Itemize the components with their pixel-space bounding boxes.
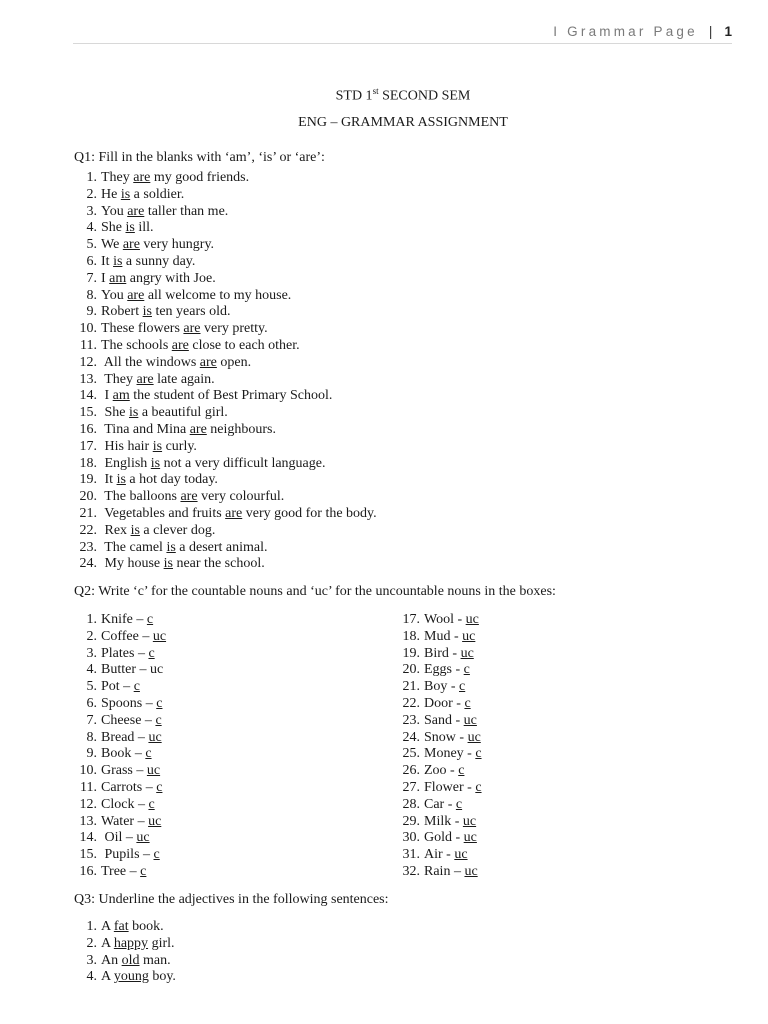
q1-item [74, 220, 377, 237]
item-text: She [101, 220, 126, 236]
q1-item [74, 170, 377, 187]
item-number: 2. [86, 935, 97, 951]
item-answer: is [150, 455, 161, 471]
item-text-end: angry with Joe. [126, 270, 216, 286]
item-text: An [101, 952, 122, 968]
q1-item [74, 237, 377, 254]
item-answer: c [148, 645, 155, 661]
item-number: 22. [402, 695, 420, 711]
item-number: 28. [402, 796, 420, 812]
item-text-end: very pretty. [200, 321, 268, 337]
q1-item [74, 489, 377, 506]
item-text: The balloons [101, 489, 181, 505]
item-number: 18. [402, 628, 420, 644]
title-standard: STD 1st SECOND SEM [335, 86, 471, 104]
q2-item [397, 629, 482, 646]
item-number: 11. [80, 337, 97, 353]
item-number: 29. [402, 813, 420, 829]
item-number: 4. [86, 662, 97, 678]
item-number: 21. [402, 679, 420, 695]
item-answer: uc [454, 847, 468, 863]
item-answer: is [130, 522, 140, 538]
q2-item [74, 612, 166, 629]
item-answer: c [155, 712, 162, 728]
item-text-end: curly. [162, 438, 197, 454]
item-answer: old [121, 952, 140, 968]
item-answer: is [116, 472, 126, 488]
item-answer: is [120, 186, 131, 202]
item-text: Carrots – [101, 779, 157, 795]
item-answer: c [133, 679, 140, 695]
item-answer: are [127, 203, 145, 219]
item-number: 19. [402, 645, 420, 661]
q2-item [397, 662, 482, 679]
item-number: 8. [86, 287, 97, 303]
item-number: 19. [79, 472, 97, 488]
item-text: Clock – [101, 796, 149, 812]
item-text: He [101, 186, 121, 202]
q2-list-right [397, 612, 482, 881]
q1-item [74, 288, 377, 305]
item-text-end: near the school. [172, 556, 265, 572]
item-text: They [101, 371, 137, 387]
item-number: 30. [402, 830, 420, 846]
item-text: Oil – [101, 830, 137, 846]
item-text: Butter – [101, 662, 150, 678]
item-number: 23. [79, 539, 97, 555]
item-number: 27. [402, 779, 420, 795]
q2-item [397, 814, 482, 831]
item-answer: young [113, 969, 149, 985]
item-text: Grass – [101, 763, 147, 779]
q2-item [74, 814, 166, 831]
item-answer: is [113, 253, 123, 269]
item-text: You [101, 287, 128, 303]
q2-item [397, 646, 482, 663]
page-number: 1 [724, 24, 732, 39]
item-text: English [101, 455, 151, 471]
item-text: Door - [424, 695, 465, 711]
item-number: 20. [79, 489, 97, 505]
q3-item [74, 969, 176, 986]
q3-list [74, 919, 176, 986]
item-text-end: the student of Best Primary School. [129, 388, 333, 404]
item-number: 11. [80, 779, 97, 795]
item-text-end: my good friends. [150, 170, 250, 185]
item-text-end: book. [128, 919, 164, 934]
item-answer: are [122, 237, 140, 253]
q3-item [74, 953, 176, 970]
item-text: The camel [101, 539, 167, 555]
item-answer: is [152, 438, 163, 454]
item-text: These flowers [101, 321, 184, 337]
item-text: Tina and Mina [101, 421, 190, 437]
item-text-end: a soldier. [130, 186, 185, 202]
item-number: 17. [402, 612, 420, 627]
item-number: 6. [86, 695, 97, 711]
item-number: 14. [79, 830, 97, 846]
item-text: You [101, 203, 128, 219]
item-text-end: boy. [148, 969, 176, 985]
item-answer: am [109, 270, 127, 286]
item-text: Money - [424, 746, 476, 762]
item-answer: c [459, 679, 466, 695]
item-answer: is [163, 556, 173, 572]
item-text: Rain – [424, 863, 465, 879]
q2-item [74, 797, 166, 814]
item-text-end: ill. [134, 220, 154, 236]
item-text-end: late again. [153, 371, 215, 387]
item-answer: c [156, 695, 163, 711]
item-text-end: a beautiful girl. [138, 405, 228, 421]
item-text: Pupils – [101, 847, 154, 863]
page-header [553, 24, 732, 39]
item-text: All the windows [101, 354, 200, 370]
item-text: Milk - [424, 813, 463, 829]
item-text: A [101, 935, 114, 951]
item-text-end: very good for the body. [242, 505, 377, 521]
item-text: Spoons – [101, 695, 157, 711]
item-answer: c [463, 662, 470, 678]
item-number: 15. [79, 847, 97, 863]
q1-item [74, 540, 377, 557]
item-answer: is [125, 220, 135, 236]
item-number: 24. [79, 556, 97, 572]
q1-item [74, 304, 377, 321]
q1-item [74, 271, 377, 288]
q1-list [74, 170, 377, 573]
item-number: 10. [79, 321, 97, 337]
item-number: 23. [402, 712, 420, 728]
item-text-end: a sunny day. [122, 253, 196, 269]
item-number: 20. [402, 662, 420, 678]
q1-item [74, 187, 377, 204]
q1-item [74, 456, 377, 473]
item-answer: fat [113, 919, 129, 934]
item-text: Snow - [424, 729, 468, 745]
item-number: 1. [86, 612, 97, 627]
q2-item [74, 646, 166, 663]
q3-item [74, 919, 176, 936]
item-text: Coffee – [101, 628, 153, 644]
item-number: 1. [86, 919, 97, 934]
q2-item [74, 679, 166, 696]
item-answer: uc [136, 830, 150, 846]
q1-item [74, 523, 377, 540]
q1-item [74, 405, 377, 422]
item-answer: uc [146, 763, 161, 779]
q3-heading: Q3: Underline the adjectives in the following sentences: [74, 892, 389, 907]
item-number: 7. [86, 270, 97, 286]
item-text: Car - [424, 796, 456, 812]
item-answer: c [458, 763, 465, 779]
item-text: A [101, 969, 114, 985]
item-answer: c [148, 796, 155, 812]
item-text-end: very colourful. [197, 489, 285, 505]
q2-item [74, 830, 166, 847]
item-answer: uc [463, 712, 477, 728]
item-number: 24. [402, 729, 420, 745]
item-text: Air - [424, 847, 455, 863]
item-answer: uc [148, 813, 162, 829]
item-number: 17. [79, 438, 97, 454]
item-number: 2. [86, 186, 97, 202]
q2-item [74, 780, 166, 797]
item-text-end: very hungry. [139, 237, 215, 253]
item-text: A [101, 919, 114, 934]
item-text: I [101, 270, 110, 286]
item-answer: are [171, 337, 189, 353]
item-number: 3. [86, 952, 97, 968]
item-text-end: a clever dog. [139, 522, 216, 538]
item-number: 32. [402, 863, 420, 879]
item-number: 31. [402, 847, 420, 863]
item-answer: are [133, 170, 151, 185]
item-answer: c [156, 779, 163, 795]
q1-item [74, 372, 377, 389]
item-number: 12. [79, 354, 97, 370]
item-text: The schools [101, 337, 172, 353]
item-answer: c [475, 779, 482, 795]
item-text-end: man. [139, 952, 171, 968]
item-text: Book – [101, 746, 146, 762]
item-text-end: a desert animal. [175, 539, 268, 555]
item-text: Rex [101, 522, 131, 538]
item-answer: are [225, 505, 243, 521]
q1-item [74, 204, 377, 221]
q2-item [74, 713, 166, 730]
item-text: Bread – [101, 729, 149, 745]
item-text: I [101, 388, 113, 404]
item-answer: uc [462, 628, 476, 644]
q2-item [74, 763, 166, 780]
item-number: 3. [86, 203, 97, 219]
item-number: 26. [402, 763, 420, 779]
item-text: Gold - [424, 830, 464, 846]
item-number: 9. [86, 746, 97, 762]
item-text-end: ten years old. [151, 304, 231, 320]
q1-item [74, 439, 377, 456]
q1-item [74, 506, 377, 523]
item-number: 13. [79, 371, 97, 387]
q1-item [74, 321, 377, 338]
item-text: Mud - [424, 628, 463, 644]
item-number: 9. [86, 304, 97, 320]
q2-item [397, 746, 482, 763]
q1-item [74, 556, 377, 573]
item-number: 12. [79, 796, 97, 812]
q3-item [74, 936, 176, 953]
item-text: Sand - [424, 712, 464, 728]
item-answer: uc [464, 863, 478, 879]
item-answer: uc [152, 628, 167, 644]
q2-item [397, 830, 482, 847]
q2-item [397, 847, 482, 864]
item-number: 13. [79, 813, 97, 829]
item-text: Plates – [101, 645, 149, 661]
item-text: It [101, 253, 114, 269]
item-text: Zoo - [424, 763, 459, 779]
item-text: We [101, 237, 123, 253]
item-answer: uc [467, 729, 481, 745]
q2-item [74, 696, 166, 713]
item-number: 4. [86, 969, 97, 985]
item-answer: are [183, 321, 201, 337]
item-answer: uc [465, 612, 479, 627]
item-number: 3. [86, 645, 97, 661]
item-answer: c [146, 612, 154, 627]
item-text: My house [101, 556, 164, 572]
q1-item [74, 338, 377, 355]
item-answer: happy [113, 935, 149, 951]
q1-item [74, 254, 377, 271]
item-answer: is [142, 304, 152, 320]
item-text: Boy - [424, 679, 459, 695]
q2-item [74, 662, 166, 679]
item-number: 6. [86, 253, 97, 269]
item-text: Eggs - [424, 662, 464, 678]
item-answer: are [199, 354, 217, 370]
q2-item [74, 730, 166, 747]
item-answer: c [145, 746, 152, 762]
item-answer: are [180, 489, 198, 505]
item-answer: c [140, 863, 147, 879]
item-number: 25. [402, 746, 420, 762]
item-number: 22. [79, 522, 97, 538]
q2-item [397, 797, 482, 814]
item-number: 18. [79, 455, 97, 471]
item-number: 1. [86, 170, 97, 185]
item-text-end: all welcome to my house. [144, 287, 292, 303]
item-answer: c [475, 746, 482, 762]
q2-item [74, 847, 166, 864]
q2-item [74, 746, 166, 763]
q1-item [74, 388, 377, 405]
q1-item [74, 422, 377, 439]
item-text: Pot – [101, 679, 134, 695]
item-answer: c [153, 847, 160, 863]
item-answer: uc [148, 729, 162, 745]
item-number: 4. [86, 220, 97, 236]
q2-item [397, 713, 482, 730]
item-answer: uc [460, 645, 474, 661]
item-number: 5. [86, 237, 97, 253]
q2-item [397, 612, 482, 629]
header-rule [73, 43, 732, 44]
item-text: Water – [101, 813, 149, 829]
item-text: She [101, 405, 129, 421]
item-text: Flower - [424, 779, 476, 795]
item-answer: are [189, 421, 207, 437]
item-answer: uc [150, 662, 164, 678]
item-text-end: neighbours. [206, 421, 276, 437]
item-number: 15. [79, 405, 97, 421]
item-text-end: not a very difficult language. [160, 455, 326, 471]
title-assignment: ENG – GRAMMAR ASSIGNMENT [298, 115, 508, 130]
item-text: Knife – [101, 612, 147, 627]
header-separator: | [708, 24, 716, 39]
item-number: 7. [86, 712, 97, 728]
q1-item [74, 472, 377, 489]
q2-item [397, 864, 482, 881]
q2-item [397, 730, 482, 747]
item-answer: is [166, 539, 176, 555]
item-text: Cheese – [101, 712, 156, 728]
item-answer: am [112, 388, 130, 404]
item-answer: are [136, 371, 154, 387]
item-text: Vegetables and fruits [101, 505, 226, 521]
item-number: 21. [79, 505, 97, 521]
item-text-end: girl. [148, 935, 175, 951]
item-text: Wool - [424, 612, 466, 627]
item-number: 8. [86, 729, 97, 745]
item-answer: are [127, 287, 145, 303]
item-number: 16. [79, 421, 97, 437]
item-text-end: open. [216, 354, 252, 370]
item-answer: uc [463, 830, 477, 846]
q2-item [74, 864, 166, 881]
header-label: I Grammar Page [553, 24, 698, 39]
q2-list-left [74, 612, 166, 881]
q1-heading: Q1: Fill in the blanks with ‘am’, ‘is’ or ‘are’: [74, 150, 325, 165]
item-text: They [101, 170, 134, 185]
q2-heading: Q2: Write ‘c’ for the countable nouns and ‘uc’ for the uncountable nouns in the boxes: [74, 584, 556, 599]
item-number: 10. [79, 763, 97, 779]
item-text-end: close to each other. [188, 337, 300, 353]
item-text: Tree – [101, 863, 141, 879]
item-answer: c [464, 695, 471, 711]
item-text: Bird - [424, 645, 461, 661]
item-number: 16. [79, 863, 97, 879]
q2-item [74, 629, 166, 646]
q1-item [74, 355, 377, 372]
item-text-end: a hot day today. [125, 472, 218, 488]
item-text: Robert [101, 304, 143, 320]
item-text: It [101, 472, 117, 488]
item-number: 2. [86, 628, 97, 644]
q2-item [397, 780, 482, 797]
item-answer: is [129, 405, 139, 421]
item-text: His hair [101, 438, 153, 454]
item-number: 14. [79, 388, 97, 404]
item-number: 5. [86, 679, 97, 695]
item-text-end: taller than me. [144, 203, 229, 219]
item-answer: c [455, 796, 463, 812]
item-answer: uc [462, 813, 477, 829]
q2-item [397, 679, 482, 696]
q2-item [397, 763, 482, 780]
q2-item [397, 696, 482, 713]
